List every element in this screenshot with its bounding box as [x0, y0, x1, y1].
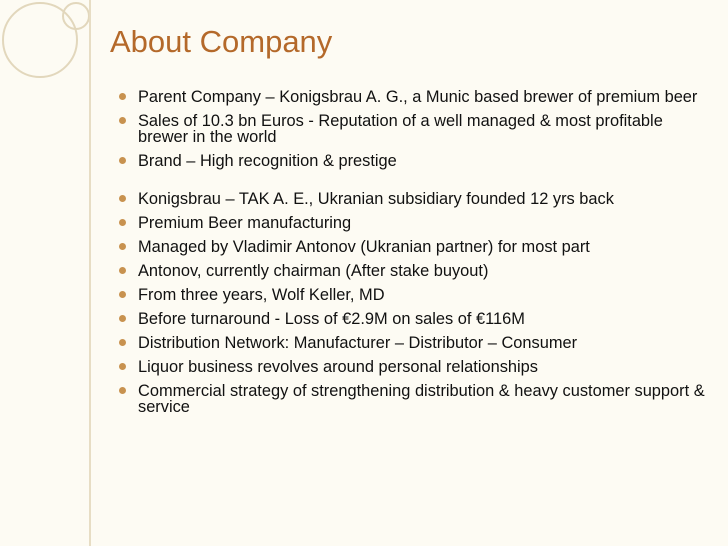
bullet-item [117, 153, 717, 169]
bullet-dot-icon [119, 219, 126, 226]
bullet-dot-icon [119, 363, 126, 370]
bullet-item [117, 89, 717, 105]
bullet-text: Parent Company – Konigsbrau A. G., a Munic based brewer of premium beer [138, 88, 698, 106]
bullet-text: From three years, Wolf Keller, MD [138, 286, 385, 304]
bullet-text: Konigsbrau – TAK A. E., Ukranian subsidiary founded 12 yrs back [138, 190, 614, 208]
bullet-item [117, 113, 717, 145]
bullet-item [117, 383, 717, 415]
bullet-item [117, 239, 717, 255]
bullet-item [117, 191, 717, 207]
bullet-dot-icon [119, 315, 126, 322]
bullet-item [117, 311, 717, 327]
bullet-item [117, 287, 717, 303]
bullet-text: Antonov, currently chairman (After stake buyout) [138, 262, 489, 280]
bullet-item [117, 335, 717, 351]
bullet-text: Sales of 10.3 bn Euros - Reputation of a well managed & most profitable brewer in the world [138, 112, 663, 146]
bullet-text: Brand – High recognition & prestige [138, 152, 397, 170]
bullet-item [117, 359, 717, 375]
bullet-dot-icon [119, 93, 126, 100]
bullet-dot-icon [119, 195, 126, 202]
bullet-dot-icon [119, 267, 126, 274]
bullet-dot-icon [119, 387, 126, 394]
bullet-text: Before turnaround - Loss of €2.9M on sales of €116M [138, 310, 525, 328]
bullet-text: Commercial strategy of strengthening distribution & heavy customer support & service [138, 382, 705, 416]
bullet-list [117, 89, 717, 423]
decorative-vertical-rule [89, 0, 91, 546]
bullet-item [117, 263, 717, 279]
slide-title: About Company [110, 24, 333, 59]
bullet-dot-icon [119, 339, 126, 346]
bullet-dot-icon [119, 291, 126, 298]
bullet-dot-icon [119, 243, 126, 250]
bullet-item [117, 215, 717, 231]
bullet-dot-icon [119, 157, 126, 164]
bullet-dot-icon [119, 117, 126, 124]
decorative-circle-small [62, 2, 90, 30]
bullet-text: Managed by Vladimir Antonov (Ukranian partner) for most part [138, 238, 590, 256]
bullet-text: Distribution Network: Manufacturer – Distributor – Consumer [138, 334, 578, 352]
bullet-text: Liquor business revolves around personal relationships [138, 358, 538, 376]
bullet-text: Premium Beer manufacturing [138, 214, 352, 232]
